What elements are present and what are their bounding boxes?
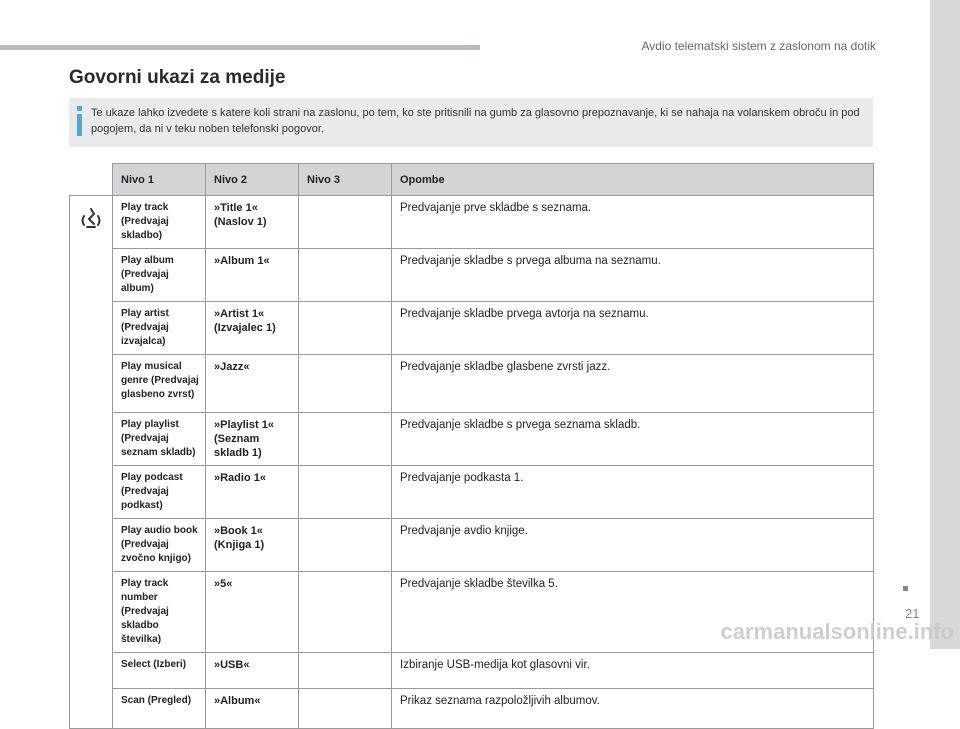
- table-row: [70, 355, 874, 413]
- note-cell: Predvajanje avdio knjige.: [392, 519, 874, 572]
- level-2-cell: »Album«: [206, 689, 299, 729]
- side-band: [930, 0, 960, 649]
- level-2-cell: »Artist 1« (Izvajalec 1): [206, 302, 299, 355]
- level-3-cell: [299, 249, 392, 302]
- table-row: [70, 466, 874, 519]
- info-box: [69, 98, 873, 147]
- level-1-cell: Play musical genre (Predvajaj glasbeno zvrst): [113, 355, 206, 413]
- header-empty-cell: [70, 164, 113, 196]
- table-row: [70, 653, 874, 689]
- level-3-cell: [299, 519, 392, 572]
- note-cell: Predvajanje skladbe glasbene zvrsti jazz.: [392, 355, 874, 413]
- level-1-cell: Scan (Pregled): [113, 689, 206, 729]
- note-cell: Predvajanje skladbe prvega avtorja na seznamu.: [392, 302, 874, 355]
- level-1-cell: Play playlist (Predvajaj seznam skladb): [113, 413, 206, 466]
- level-1-cell: Play artist (Predvajaj izvajalca): [113, 302, 206, 355]
- note-cell: Predvajanje prve skladbe s seznama.: [392, 196, 874, 249]
- table-header-row: [70, 164, 874, 196]
- level-3-cell: [299, 196, 392, 249]
- level-1-cell: Play track number (Predvajaj skladbo številka): [113, 572, 206, 653]
- level-2-cell: »Radio 1«: [206, 466, 299, 519]
- note-cell: Izbiranje USB-medija kot glasovni vir.: [392, 653, 874, 689]
- level-2-cell: »USB«: [206, 653, 299, 689]
- note-cell: Predvajanje podkasta 1.: [392, 466, 874, 519]
- level-1-cell: Play track (Predvajaj skladbo): [113, 196, 206, 249]
- level-3-cell: [299, 413, 392, 466]
- info-text: Te ukaze lahko izvedete s katere koli strani na zaslonu, po tem, ko ste pritisnili na gumb za glasovno prepoznavanje, ki se nahaja na volanskem obroču in pod pogojem, da ni v teku noben telefonski pogovor.: [91, 107, 860, 135]
- table-row: [70, 302, 874, 355]
- table-row: [70, 413, 874, 466]
- level-1-cell: Play podcast (Predvajaj podkast): [113, 466, 206, 519]
- level-2-cell: »Jazz«: [206, 355, 299, 413]
- note-cell: Predvajanje skladbe s prvega albuma na seznamu.: [392, 249, 874, 302]
- page-marker: [903, 586, 908, 591]
- note-cell: Predvajanje skladbe s prvega seznama skladb.: [392, 413, 874, 466]
- header-level-3: Nivo 3: [299, 164, 392, 196]
- level-3-cell: [299, 653, 392, 689]
- header-notes: Opombe: [392, 164, 874, 196]
- info-icon: [77, 106, 83, 139]
- level-2-cell: »5«: [206, 572, 299, 653]
- note-cell: Prikaz seznama razpoložljivih albumov.: [392, 689, 874, 729]
- note-cell: Predvajanje skladbe številka 5.: [392, 572, 874, 653]
- level-2-cell: »Playlist 1« (Seznam skladb 1): [206, 413, 299, 466]
- table-row: [70, 519, 874, 572]
- level-3-cell: [299, 466, 392, 519]
- table-row: [70, 689, 874, 729]
- table-row: [70, 196, 874, 249]
- level-3-cell: [299, 302, 392, 355]
- level-1-cell: Select (Izberi): [113, 653, 206, 689]
- level-3-cell: [299, 689, 392, 729]
- page-title: Govorni ukazi za medije: [69, 67, 286, 88]
- top-rule: [0, 45, 480, 50]
- running-header: Avdio telematski sistem z zaslonom na dotik: [641, 39, 876, 53]
- table-row: [70, 249, 874, 302]
- level-1-cell: Play album (Predvajaj album): [113, 249, 206, 302]
- level-2-cell: »Title 1« (Naslov 1): [206, 196, 299, 249]
- level-1-cell: Play audio book (Predvajaj zvočno knjigo): [113, 519, 206, 572]
- level-3-cell: [299, 572, 392, 653]
- level-2-cell: »Album 1«: [206, 249, 299, 302]
- level-3-cell: [299, 355, 392, 413]
- watermark: carmanualsonline.info: [720, 619, 954, 644]
- level-2-cell: »Book 1« (Knjiga 1): [206, 519, 299, 572]
- page-number: 21: [905, 606, 920, 621]
- header-level-2: Nivo 2: [206, 164, 299, 196]
- header-level-1: Nivo 1: [113, 164, 206, 196]
